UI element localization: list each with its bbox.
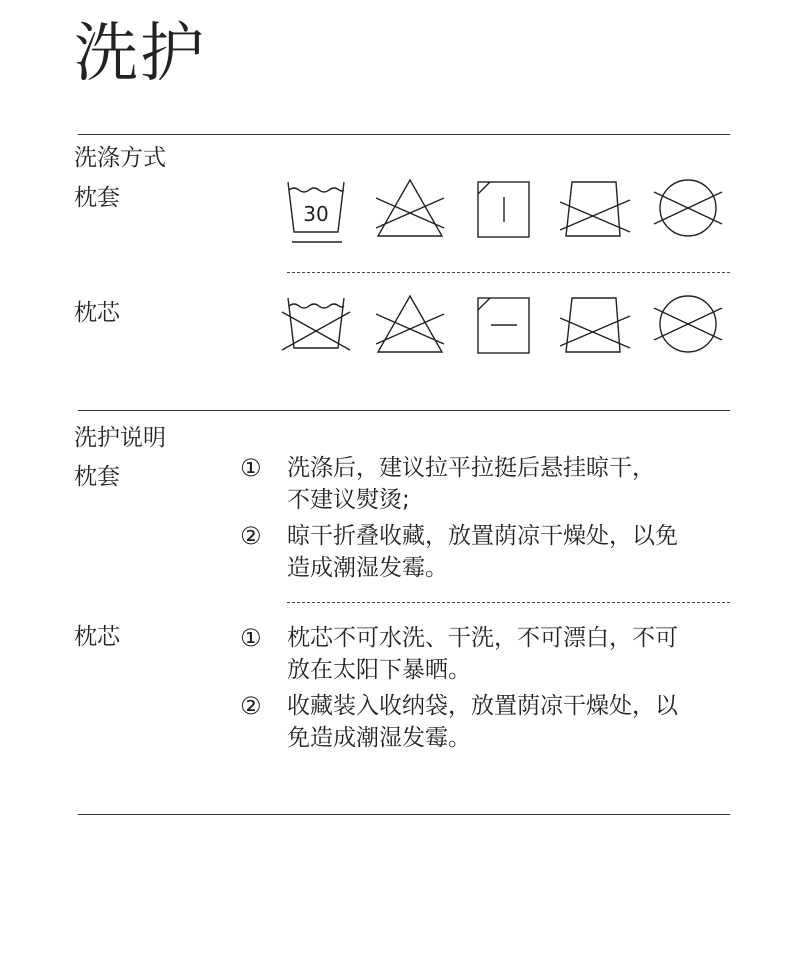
instruction-text [287,452,707,516]
page-title: 洗护 [74,17,206,91]
no-tumble-dry-icon [650,294,726,356]
dashed-separator [287,272,730,273]
pillow-core-label: 枕芯 [74,624,120,650]
section-divider [78,410,730,411]
instruction-line: 不建议熨烫; [287,487,410,513]
care-instructions-heading: 洗护说明 [74,425,166,451]
instruction-text [287,690,707,754]
no-tumble-dry-icon [650,178,726,240]
instruction-line: 免造成潮湿发霉。 [287,725,471,751]
instruction-line: 放在太阳下暴晒。 [287,657,471,683]
wash-30-icon [286,180,346,244]
wash-method-heading: 洗涤方式 [74,145,166,171]
pillow-core-label: 枕芯 [74,300,120,326]
no-bleach-icon [372,178,448,240]
instruction-text [287,520,707,584]
no-iron-icon [558,180,632,240]
dashed-separator [287,602,730,603]
no-bleach-icon [372,294,448,356]
pillowcase-label: 枕套 [74,185,120,211]
item-number: ① [240,624,262,652]
section-divider [78,814,730,815]
instruction-line: 晾干折叠收藏，放置荫凉干燥处，以免 [287,523,678,549]
line-dry-icon [476,180,532,240]
instruction-text [287,622,707,686]
instruction-line: 枕芯不可水洗、干洗，不可漂白，不可 [287,625,678,651]
instruction-line: 洗涤后，建议拉平拉挺后悬挂晾干， [287,455,655,481]
no-iron-icon [558,296,632,356]
item-number: ② [240,522,262,550]
instruction-line: 收藏装入收纳袋，放置荫凉干燥处，以 [287,693,678,719]
instruction-line: 造成潮湿发霉。 [287,555,448,581]
item-number: ① [240,454,262,482]
pillowcase-label: 枕套 [74,464,120,490]
no-wash-icon [280,296,352,354]
item-number: ② [240,692,262,720]
wash-temp-label: 30 [303,202,329,226]
section-divider [78,134,730,135]
flat-dry-icon [476,296,532,356]
